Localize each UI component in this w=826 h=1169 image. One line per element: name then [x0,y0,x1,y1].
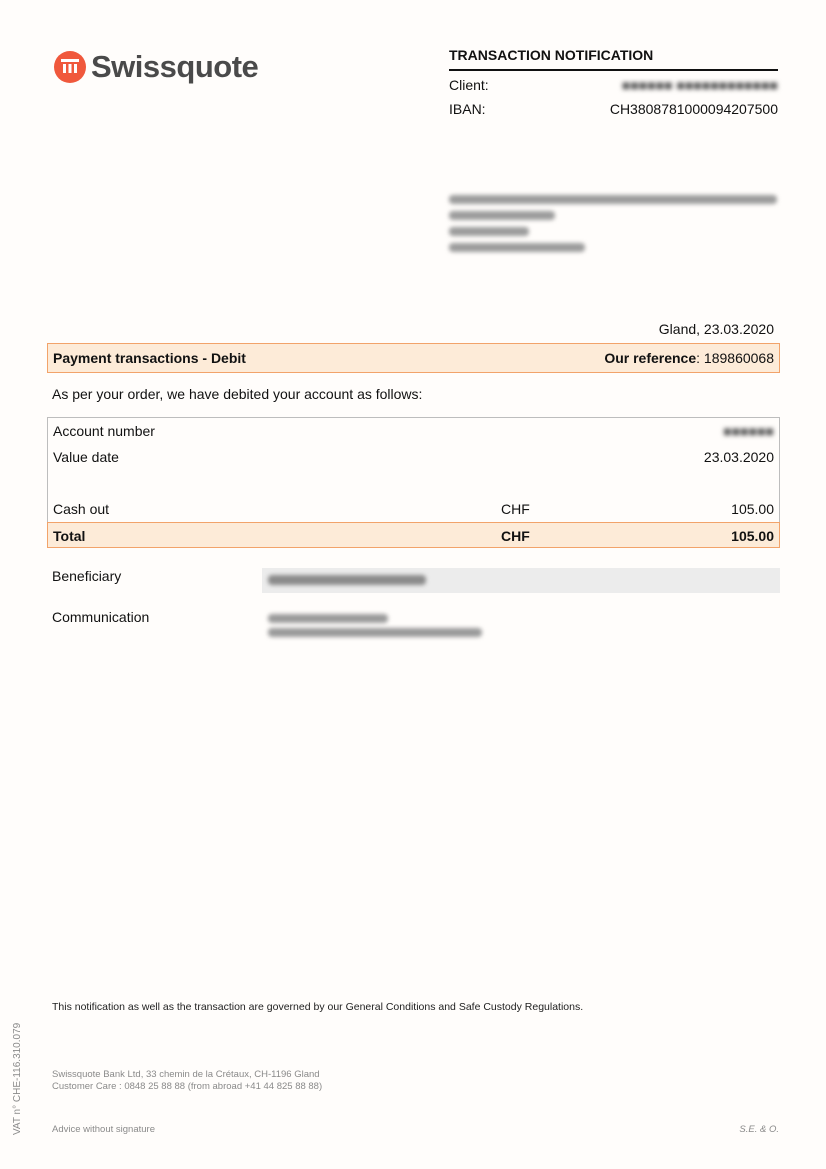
cash-out-row [48,496,779,522]
recipient-address-redacted [449,195,779,259]
value-date-label: Value date [53,449,119,465]
total-currency: CHF [501,528,530,544]
notification-title: TRANSACTION NOTIFICATION [449,47,778,71]
client-label: Client: [449,77,489,93]
brand-name: Swissquote [91,49,259,84]
reference-label: Our reference [604,350,697,366]
client-row [449,77,778,95]
cash-out-amount: 105.00 [731,501,774,517]
governing-terms-note: This notification as well as the transaction are governed by our General Conditions and Safe Custody Regulations. [52,1001,584,1013]
beneficiary-label: Beneficiary [52,568,122,584]
swissquote-logo-icon [54,51,86,83]
bank-address: Swissquote Bank Ltd, 33 chemin de la Crétaux, CH-1196 Gland [52,1069,320,1080]
account-number-row [48,418,779,444]
communication-line2-redacted [268,628,482,637]
value-date-row [48,444,779,470]
communication-line1-redacted [268,614,388,623]
cash-out-label: Cash out [53,501,110,517]
vat-number: VAT n° CHE-116.310.079 [12,1022,23,1135]
iban-row [449,101,778,119]
account-number-value-redacted: ■■■■■■ [723,423,774,439]
total-amount: 105.00 [731,528,774,544]
transaction-type-banner [47,343,780,373]
notification-header [449,47,778,119]
place-date: Gland, 23.03.2020 [658,321,774,337]
reference-separator: : [696,350,704,366]
value-date-value: 23.03.2020 [703,449,774,465]
total-label: Total [53,528,86,544]
customer-care: Customer Care : 0848 25 88 88 (from abroad +41 44 825 88 88) [52,1081,323,1092]
iban-label: IBAN: [449,101,486,117]
beneficiary-value-redacted [262,568,780,593]
bank-contact [52,1069,322,1093]
reference-value: 189860068 [703,350,774,366]
transaction-table [47,417,780,548]
errors-omissions-note: S.E. & O. [739,1124,779,1135]
transaction-type: Payment transactions - Debit [53,350,246,366]
table-spacer [48,470,779,496]
communication-label: Communication [52,609,150,625]
swissquote-logo [54,49,258,85]
cash-out-currency: CHF [501,501,530,517]
total-row [47,522,780,548]
iban-value: CH3808781000094207500 [609,101,778,117]
reference [604,350,774,366]
advice-note: Advice without signature [52,1124,155,1135]
client-value-redacted: ■■■■■■ ■■■■■■■■■■■■ [621,77,778,93]
account-number-label: Account number [53,423,155,439]
intro-text: As per your order, we have debited your account as follows: [52,386,423,402]
